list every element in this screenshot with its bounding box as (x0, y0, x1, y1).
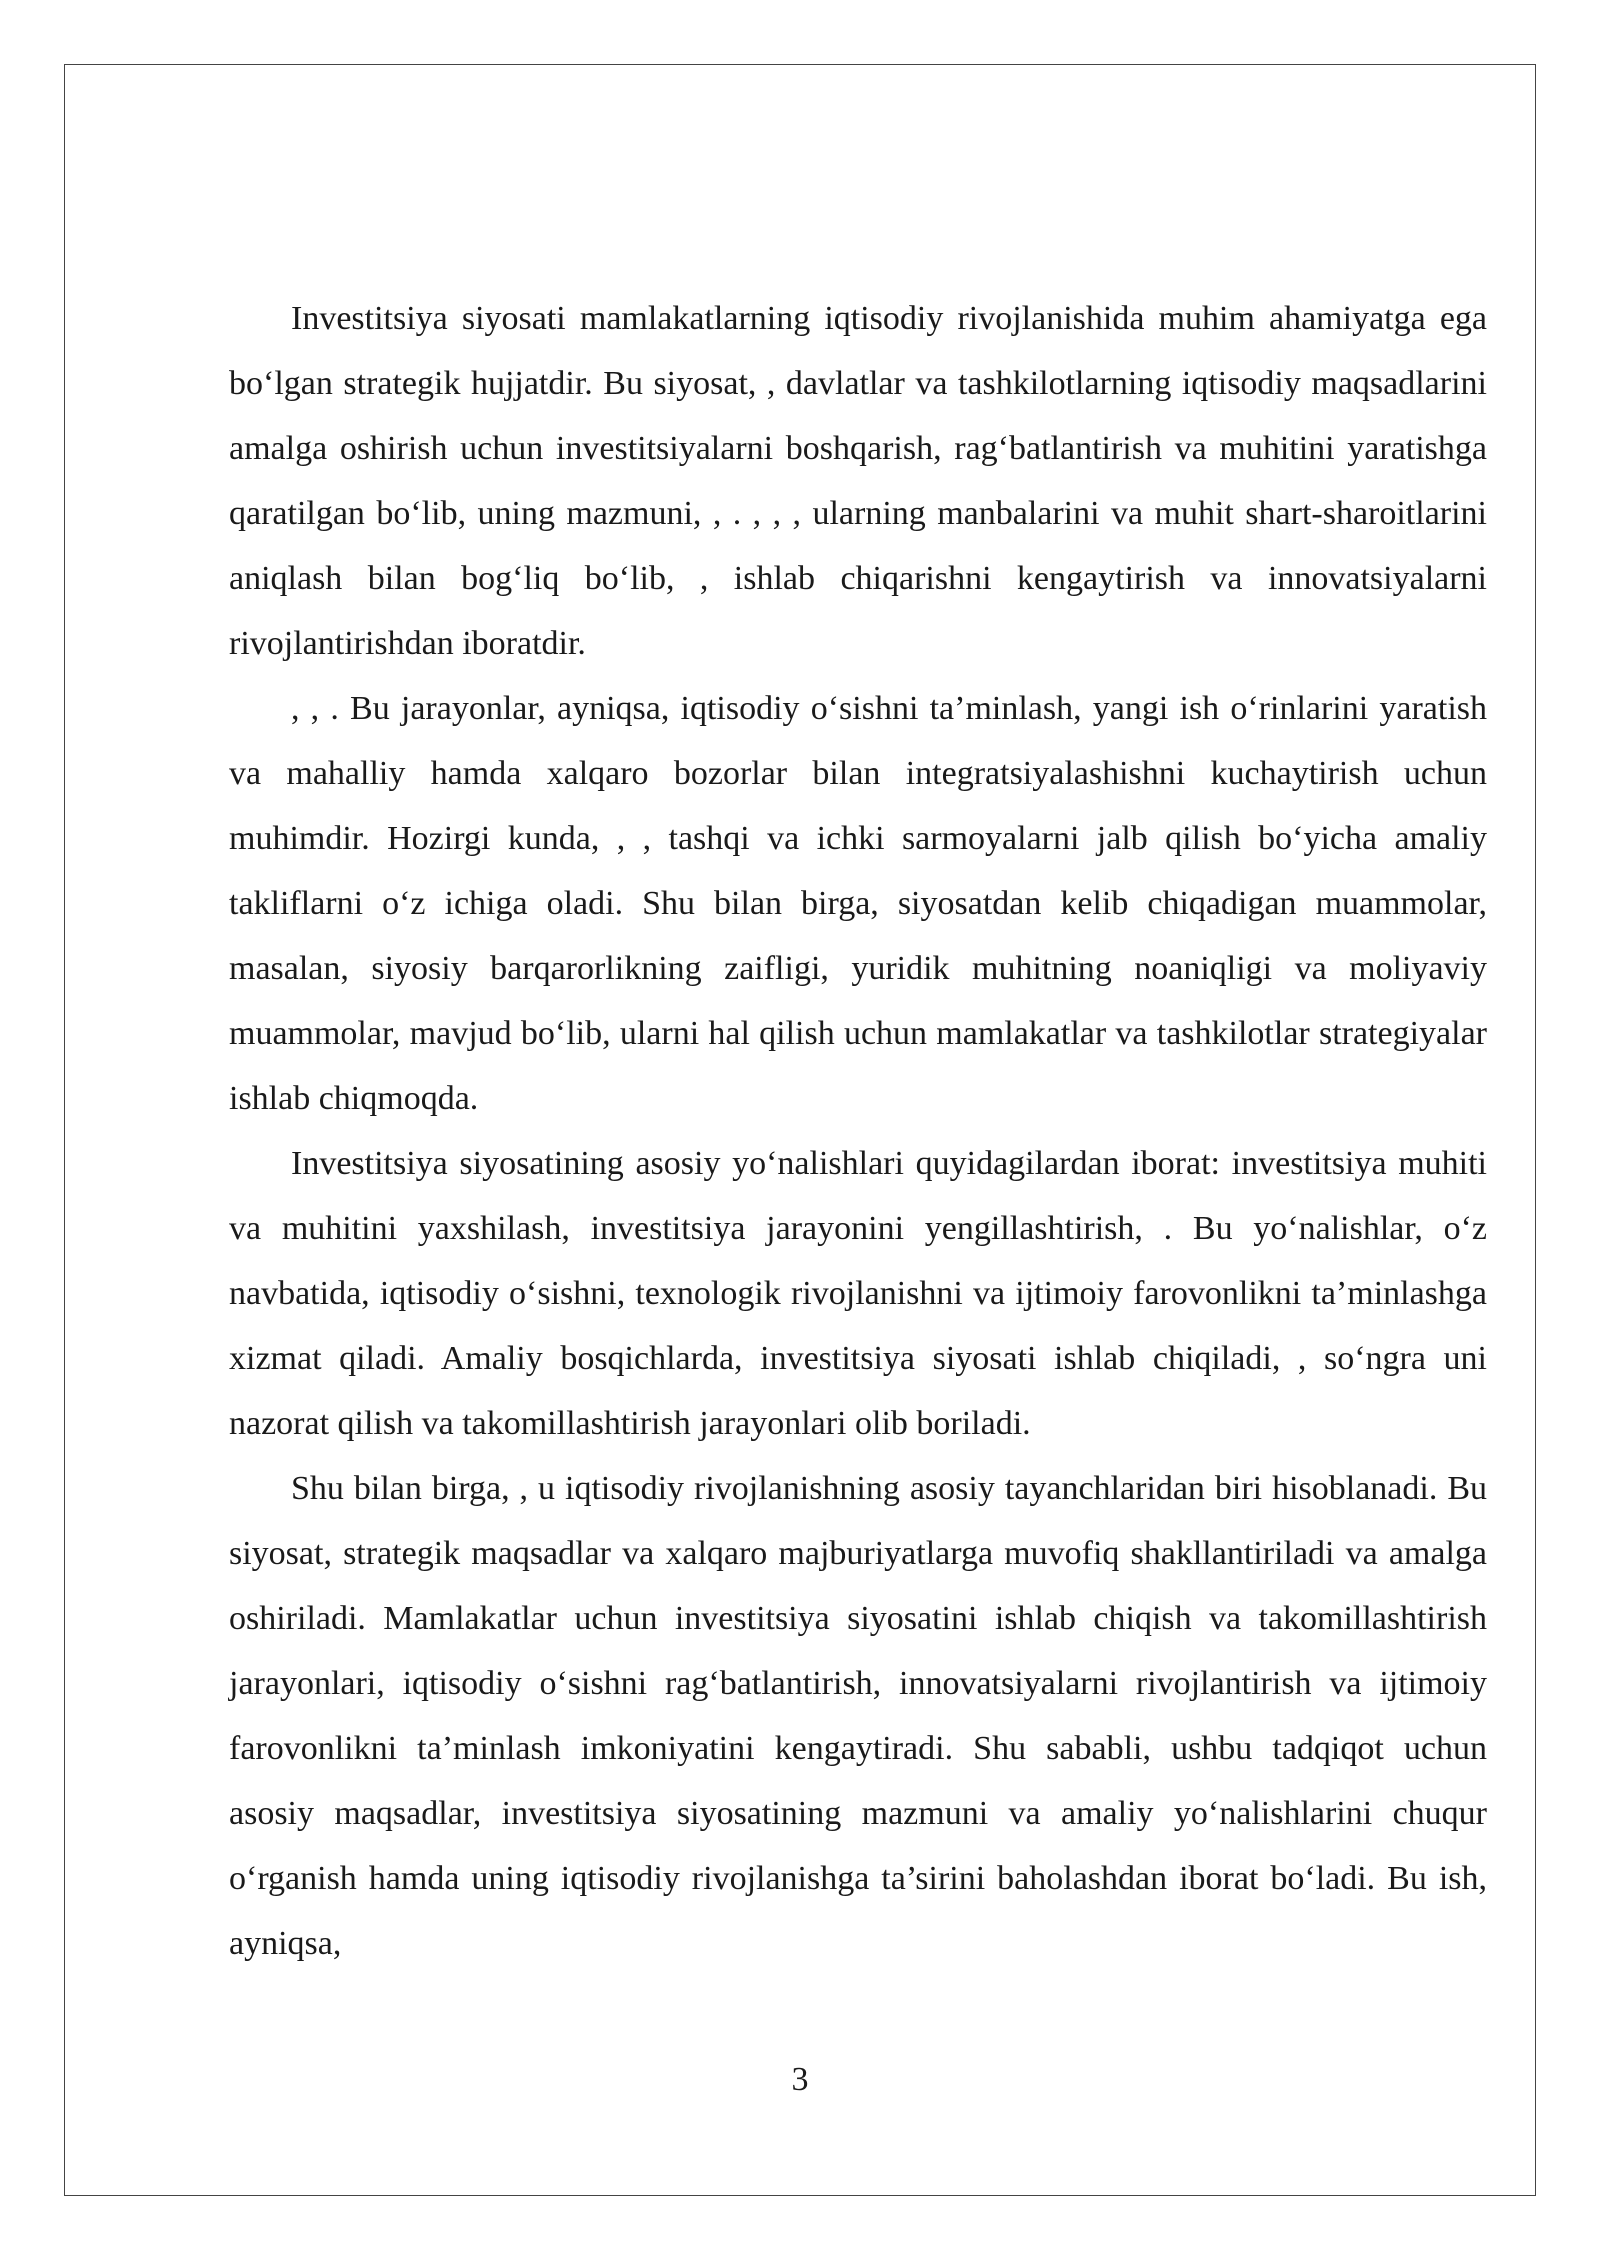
paragraph: Investitsiya siyosatining asosiy yo‘nalishlari quyidagilardan iborat: investitsiya muhiti va muhitini yaxshilash, investitsiya jarayonini yengillashtirish, . Bu yo‘nalishlar, o‘z navbatida, iqtisodiy o‘sishni, texnologik rivojlanishni va ijtimoiy farovonlikni ta’minlashga xizmat qiladi. Amaliy bosqichlarda, investitsiya siyosati ishlab chiqiladi, , so‘ngra uni nazorat qilish va takomillashtirish jarayonlari olib boriladi. (229, 1145, 1487, 1442)
paragraph: Investitsiya siyosati mamlakatlarning iqtisodiy rivojlanishida muhim ahamiyatga ega bo‘lgan strategik hujjatdir. Bu siyosat, , davlatlar va tashkilotlarning iqtisodiy maqsadlarini amalga oshirish uchun investitsiyalarni boshqarish, rag‘batlantirish va muhitini yaratishga qaratilgan bo‘lib, uning mazmuni, , . , , , ularning manbalarini va muhit shart-sharoitlarini aniqlash bilan bog‘liq bo‘lib, , ishlab chiqarishni kengaytirish va innovatsiyalarni rivojlantirishdan iboratdir. (229, 300, 1487, 662)
paragraph: Shu bilan birga, , u iqtisodiy rivojlanishning asosiy tayanchlaridan biri hisoblanadi. Bu siyosat, strategik maqsadlar va xalqaro majburiyatlarga muvofiq shakllantiriladi va amalga oshiriladi. Mamlakatlar uchun investitsiya siyosatini ishlab chiqish va takomillashtirish jarayonlari, iqtisodiy o‘sishni rag‘batlantirish, innovatsiyalarni rivojlantirish va ijtimoiy farovonlikni ta’minlash imkoniyatini kengaytiradi. Shu sababli, ushbu tadqiqot uchun asosiy maqsadlar, investitsiya siyosatining mazmuni va amaliy yo‘nalishlarini chuqur o‘rganish hamda uning iqtisodiy rivojlanishga ta’sirini baholashdan iborat bo‘ladi. Bu ish, ayniqsa, (229, 1470, 1487, 1962)
paragraph: , , . Bu jarayonlar, ayniqsa, iqtisodiy o‘sishni ta’minlash, yangi ish o‘rinlarini yaratish va mahalliy hamda xalqaro bozorlar bilan integratsiyalashishni kuchaytirish uchun muhimdir. Hozirgi kunda, , , tashqi va ichki sarmoyalarni jalb qilish bo‘yicha amaliy takliflarni o‘z ichiga oladi. Shu bilan birga, siyosatdan kelib chiqadigan muammolar, masalan, siyosiy barqarorlikning zaifligi, yuridik muhitning noaniqligi va moliyaviy muammolar, mavjud bo‘lib, ularni hal qilish uchun mamlakatlar va tashkilotlar strategiyalar ishlab chiqmoqda. (229, 690, 1487, 1117)
document-body (229, 286, 1487, 1976)
page-number: 3 (791, 2061, 809, 2098)
